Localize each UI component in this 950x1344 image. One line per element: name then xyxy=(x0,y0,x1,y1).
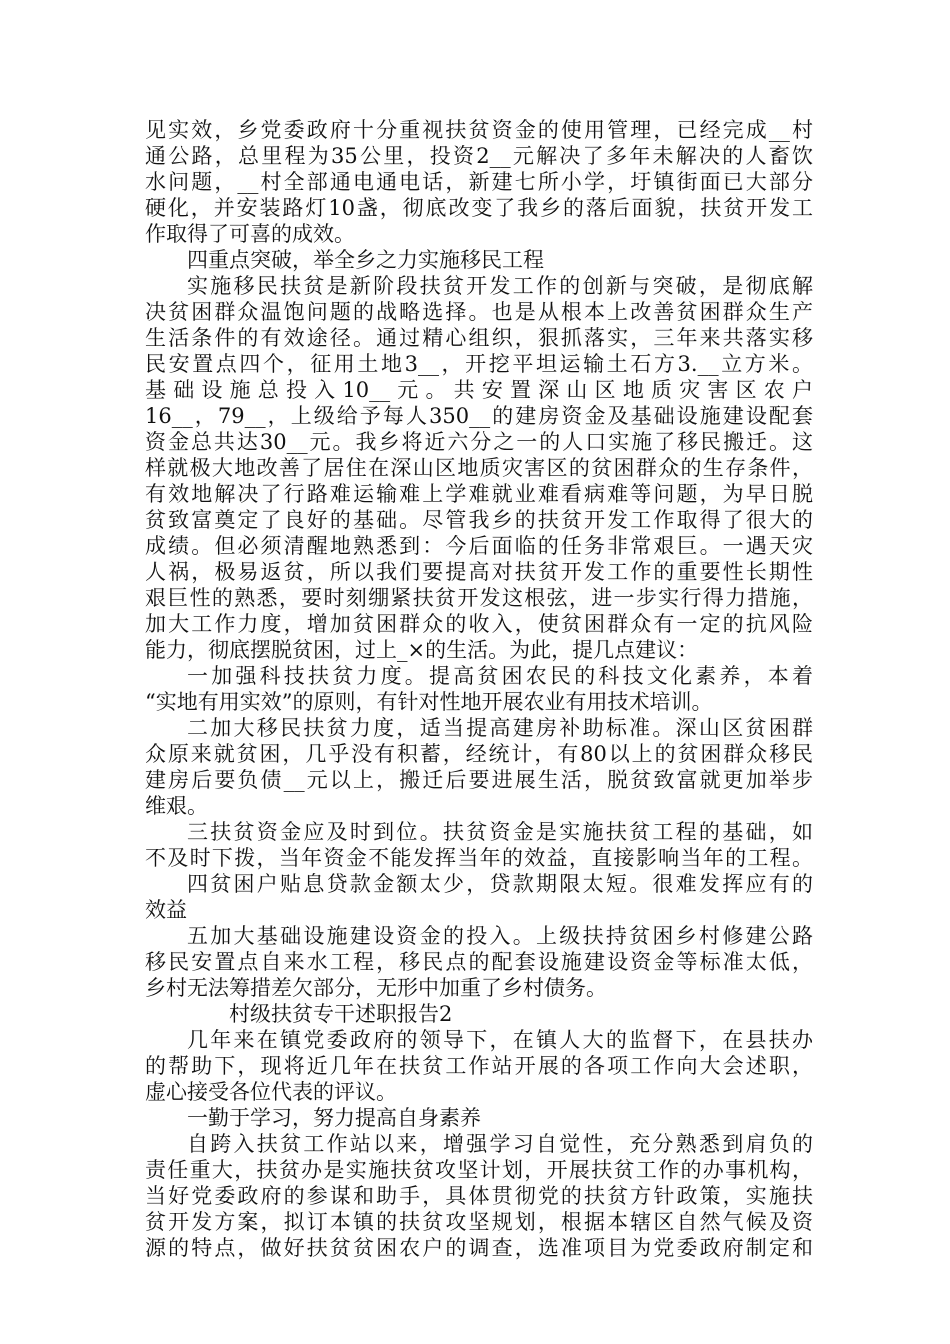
text-line: 众原来就贫困，几乎没有积蓄，经统计，有80以上的贫困群众移民 xyxy=(145,742,813,766)
text-line: 16__，79__，上级给予每人350__的建房资金及基础设施建设配套 xyxy=(145,404,813,428)
text-line: 的帮助下，现将近几年在扶贫工作站开展的各项工作向大会述职， xyxy=(145,1054,813,1078)
text-line: 资金总共达30__元。我乡将近六分之一的人口实施了移民搬迁。这 xyxy=(145,430,813,454)
text-line: 艰巨性的熟悉，要时刻绷紧扶贫开发这根弦，进一步实行得力措施， xyxy=(145,586,813,610)
text-line: “实地有用实效”的原则，有针对性地开展农业有用技术培训。 xyxy=(145,690,713,714)
text-line: 见实效，乡党委政府十分重视扶贫资金的使用管理，已经完成__村 xyxy=(145,118,813,142)
text-line: 硬化，并安装路灯10盏，彻底改变了我乡的落后面貌，扶贫开发工 xyxy=(145,196,813,220)
document-body xyxy=(145,117,813,1261)
text-line: 人祸，极易返贫，所以我们要提高对扶贫开发工作的重要性长期性 xyxy=(145,560,813,584)
text-line: 水问题，__村全部通电通电话，新建七所小学，圩镇街面已大部分 xyxy=(145,170,813,194)
text-line: 一加强科技扶贫力度。提高贫困农民的科技文化素养，本着 xyxy=(187,664,813,688)
text-line: 四贫困户贴息贷款金额太少，贷款期限太短。很难发挥应有的 xyxy=(187,872,813,896)
text-line: 通公路，总里程为35公里，投资2__元解决了多年未解决的人畜饮 xyxy=(145,144,813,168)
text-line: 实施移民扶贫是新阶段扶贫开发工作的创新与突破，是彻底解 xyxy=(187,274,813,298)
text-line: 效益 xyxy=(145,898,187,922)
text-line: 几年来在镇党委政府的领导下，在镇人大的监督下，在县扶办 xyxy=(187,1028,813,1052)
text-line: 乡村无法筹措差欠部分，无形中加重了乡村债务。 xyxy=(145,976,607,1000)
text-line: 建房后要负债__元以上，搬迁后要进展生活，脱贫致富就更加举步 xyxy=(145,768,813,792)
text-line: 贫致富奠定了良好的基础。尽管我乡的扶贫开发工作取得了很大的 xyxy=(145,508,813,532)
text-line: 样就极大地改善了居住在深山区地质灾害区的贫困群众的生存条件， xyxy=(145,456,813,480)
text-line: 二加大移民扶贫力度，适当提高建房补助标准。深山区贫困群 xyxy=(187,716,813,740)
text-line: 移民安置点自来水工程，移民点的配套设施建设资金等标准太低， xyxy=(145,950,813,974)
text-line: 虚心接受各位代表的评议。 xyxy=(145,1080,397,1104)
text-line: 当好党委政府的参谋和助手，具体贯彻党的扶贫方针政策，实施扶 xyxy=(145,1184,813,1208)
text-line: 有效地解决了行路难运输难上学难就业难看病难等问题，为早日脱 xyxy=(145,482,813,506)
text-line: 作取得了可喜的成效。 xyxy=(145,222,355,246)
section-heading: 四重点突破，举全乡之力实施移民工程 xyxy=(187,248,544,272)
text-line: 维艰。 xyxy=(145,794,208,818)
text-line: 贫开发方案，拟订本镇的扶贫攻坚规划，根据本辖区自然气候及资 xyxy=(145,1210,813,1234)
text-line: 三扶贫资金应及时到位。扶贫资金是实施扶贫工程的基础，如 xyxy=(187,820,813,844)
text-line: 基础设施总投入10__元。共安置深山区地质灾害区农户 xyxy=(145,378,813,402)
text-line: 责任重大，扶贫办是实施扶贫攻坚计划，开展扶贫工作的办事机构， xyxy=(145,1158,813,1182)
report-title: 村级扶贫专干述职报告2 xyxy=(229,1002,453,1026)
section-heading: 一勤于学习，努力提高自身素养 xyxy=(187,1106,481,1130)
text-line: 民安置点四个，征用土地3__，开挖平坦运输土石方3.__立方米。 xyxy=(145,352,813,376)
text-line: 成绩。但必须清醒地熟悉到：今后面临的任务非常艰巨。一遇天灾 xyxy=(145,534,813,558)
text-line: 加大工作力度，增加贫困群众的收入，使贫困群众有一定的抗风险 xyxy=(145,612,813,636)
text-line: 决贫困群众温饱问题的战略选择。也是从根本上改善贫困群众生产 xyxy=(145,300,813,324)
text-line: 五加大基础设施建设资金的投入。上级扶持贫困乡村修建公路 xyxy=(187,924,813,948)
text-line: 自跨入扶贫工作站以来，增强学习自觉性，充分熟悉到肩负的 xyxy=(187,1132,813,1156)
text-line: 不及时下拨，当年资金不能发挥当年的效益，直接影响当年的工程。 xyxy=(145,846,813,870)
text-line: 生活条件的有效途径。通过精心组织，狠抓落实，三年来共落实移 xyxy=(145,326,813,350)
text-line: 源的特点，做好扶贫贫困农户的调查，选准项目为党委政府制定和 xyxy=(145,1236,813,1260)
text-line: 能力，彻底摆脱贫困，过上_×的生活。为此，提几点建议： xyxy=(145,638,699,662)
